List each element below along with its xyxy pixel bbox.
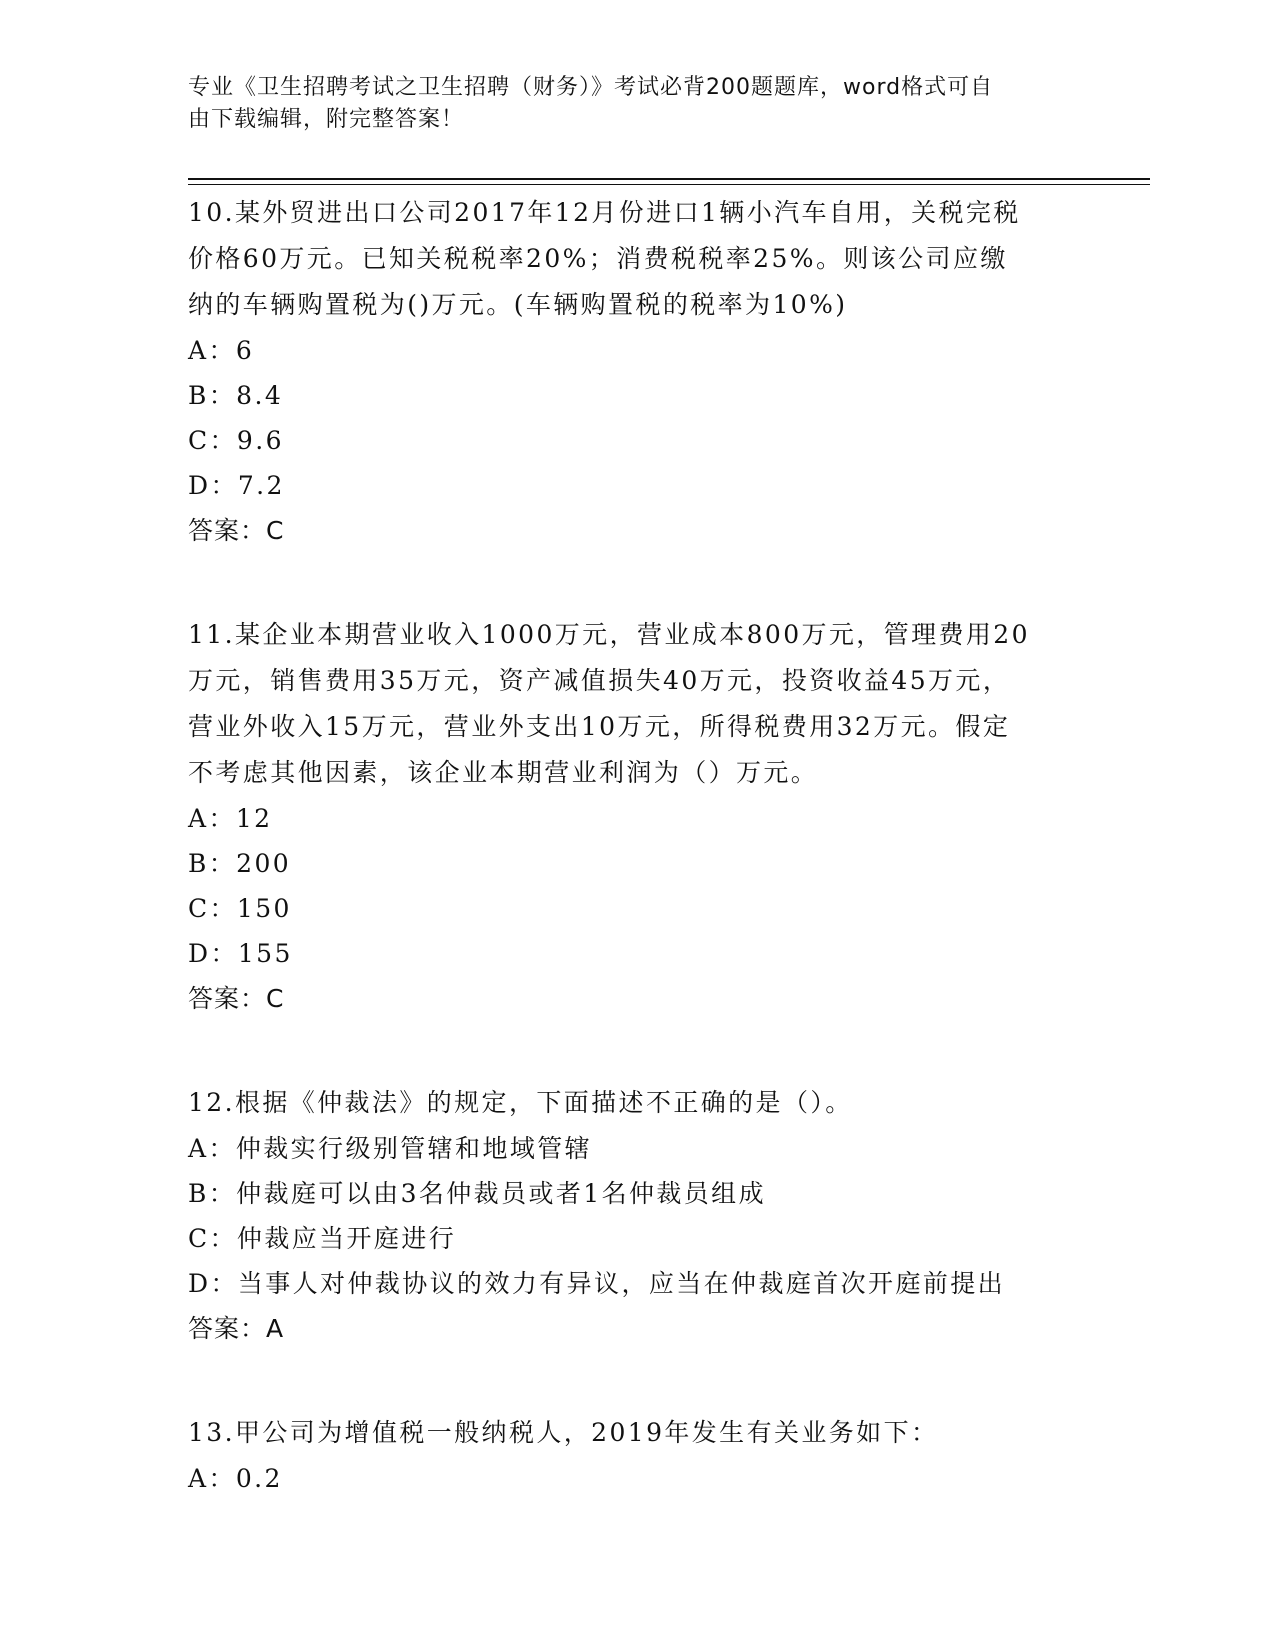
question-11	[188, 612, 1088, 1022]
option-a: A：0.2	[188, 1464, 283, 1493]
header-line-2: 由下载编辑，附完整答案！	[188, 107, 465, 132]
question-list	[188, 190, 1088, 1559]
option-a: A：12	[188, 804, 273, 833]
answer-label: 答案：C	[188, 984, 285, 1013]
stem-line: 纳的车辆购置税为()万元。(车辆购置税的税率为10%)	[188, 290, 848, 319]
question-stem	[188, 612, 1088, 796]
option-b: B：200	[188, 849, 292, 878]
question-12	[188, 1080, 1088, 1352]
stem-line: 11.某企业本期营业收入1000万元，营业成本800万元，管理费用20	[188, 620, 1030, 649]
stem-line: 13.甲公司为增值税一般纳税人，2019年发生有关业务如下：	[188, 1418, 939, 1447]
option-b: B：仲裁庭可以由3名仲裁员或者1名仲裁员组成	[188, 1179, 766, 1208]
stem-line: 10.某外贸进出口公司2017年12月份进口1辆小汽车自用，关税完税	[188, 198, 1021, 227]
option-d: D：当事人对仲裁协议的效力有异议，应当在仲裁庭首次开庭前提出	[188, 1269, 1006, 1298]
question-stem	[188, 1080, 1088, 1126]
option-b: B：8.4	[188, 381, 284, 410]
stem-line: 不考虑其他因素，该企业本期营业利润为（）万元。	[188, 758, 819, 787]
document-header	[188, 72, 1068, 136]
question-10	[188, 190, 1088, 554]
stem-line: 价格60万元。已知关税税率20%；消费税税率25%。则该公司应缴	[188, 244, 1008, 273]
answer-label: 答案：A	[188, 1314, 285, 1343]
option-c: C：9.6	[188, 426, 284, 455]
header-rule-thick	[188, 178, 1150, 180]
option-a: A：仲裁实行级别管辖和地域管辖	[188, 1134, 593, 1163]
option-d: D：155	[188, 939, 293, 968]
option-c: C：仲裁应当开庭进行	[188, 1224, 457, 1253]
header-line-1: 专业《卫生招聘考试之卫生招聘（财务）》考试必背200题题库，word格式可自	[188, 75, 994, 100]
option-c: C：150	[188, 894, 292, 923]
question-13	[188, 1410, 1088, 1501]
stem-line: 12.根据《仲裁法》的规定，下面描述不正确的是（）。	[188, 1088, 853, 1117]
question-stem	[188, 1410, 1088, 1456]
answer-label: 答案：C	[188, 516, 285, 545]
option-a: A：6	[188, 336, 255, 365]
stem-line: 营业外收入15万元，营业外支出10万元，所得税费用32万元。假定	[188, 712, 1011, 741]
stem-line: 万元，销售费用35万元，资产减值损失40万元，投资收益45万元，	[188, 666, 1011, 695]
header-rule-thin	[188, 184, 1150, 185]
question-stem	[188, 190, 1088, 328]
option-d: D：7.2	[188, 471, 285, 500]
